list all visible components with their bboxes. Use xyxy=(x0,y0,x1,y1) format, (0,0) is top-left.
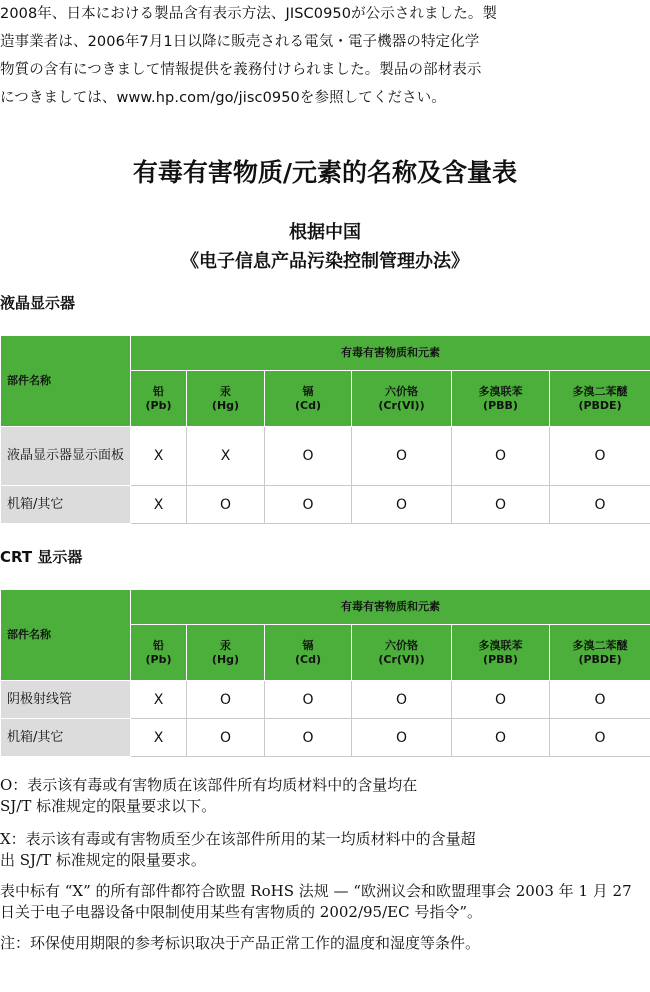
element-header: 铅 (Pb) xyxy=(131,625,187,681)
footnotes xyxy=(0,775,650,954)
part-name-cell: 液晶显示器显示面板 xyxy=(1,427,131,486)
rohs-compliance-note: 表中标有 “X” 的所有部件都符合欧盟 RoHS 法规 — “欧洲议会和欧盟理事会 2003 年 1 月 27 日关于电子电器设备中限制使用某些有害物质的 2002/95/EC 号指令”。 xyxy=(0,882,632,921)
substance-group-header: 有毒有害物质和元素 xyxy=(131,336,650,371)
x-symbol-note: X：表示该有毒或有害物质至少在该部件所用的某一均质材料中的含量超 xyxy=(0,830,476,848)
value-cell: X xyxy=(187,427,265,486)
element-header: 六价铬 (Cr(VI)) xyxy=(352,625,452,681)
o-symbol-note: O：表示该有毒或有害物质在该部件所有均质材料中的含量均在 xyxy=(0,776,418,794)
subtitle-line-2: 《电子信息产品污染控制管理办法》 xyxy=(181,251,469,272)
value-cell: O xyxy=(352,427,452,486)
substance-group-header: 有毒有害物质和元素 xyxy=(131,590,650,625)
element-header: 多溴联苯 (PBB) xyxy=(452,371,550,427)
element-header: 汞 (Hg) xyxy=(187,625,265,681)
element-header: 多溴二苯醚 (PBDE) xyxy=(550,625,650,681)
value-cell: O xyxy=(265,681,352,719)
element-header: 多溴联苯 (PBB) xyxy=(452,625,550,681)
element-header: 镉 (Cd) xyxy=(265,625,352,681)
element-header: 汞 (Hg) xyxy=(187,371,265,427)
intro-paragraph xyxy=(0,0,640,112)
value-cell: O xyxy=(452,681,550,719)
value-cell: X xyxy=(131,486,187,524)
subtitle-line-1: 根据中国 xyxy=(289,222,361,243)
value-cell: O xyxy=(550,681,650,719)
intro-line: につきましては、www.hp.com/go/jisc0950を参照してください。 xyxy=(0,90,446,106)
part-name-cell: 阴极射线管 xyxy=(1,681,131,719)
lcd-section-heading: 液晶显示器 xyxy=(0,294,76,312)
part-name-cell: 机箱/其它 xyxy=(1,719,131,757)
element-header: 多溴二苯醚 (PBDE) xyxy=(550,371,650,427)
crt-substance-table xyxy=(0,589,650,757)
value-cell: O xyxy=(187,486,265,524)
document-subtitle xyxy=(0,218,650,276)
part-name-header: 部件名称 xyxy=(1,336,131,427)
intro-line: 物質の含有につきまして情報提供を義務付けられました。製品の部材表示 xyxy=(0,62,482,78)
value-cell: O xyxy=(550,719,650,757)
table-row xyxy=(1,681,650,719)
table-row xyxy=(1,719,650,757)
x-symbol-note-cont: 出 SJ/T 标准规定的限量要求。 xyxy=(0,851,206,869)
element-header: 六价铬 (Cr(VI)) xyxy=(352,371,452,427)
intro-line: 2008年、日本における製品含有表示方法、JISC0950が公示されました。製 xyxy=(0,6,498,22)
o-symbol-note-cont: SJ/T 标准规定的限量要求以下。 xyxy=(0,797,217,815)
value-cell: O xyxy=(352,719,452,757)
value-cell: O xyxy=(352,681,452,719)
eco-period-note: 注：环保使用期限的参考标识取决于产品正常工作的温度和湿度等条件。 xyxy=(0,934,481,952)
value-cell: O xyxy=(265,427,352,486)
value-cell: O xyxy=(452,427,550,486)
value-cell: O xyxy=(550,486,650,524)
intro-line: 造事業者は、2006年7月1日以降に販売される電気・電子機器の特定化学 xyxy=(0,34,480,50)
value-cell: O xyxy=(452,486,550,524)
document-title: 有毒有害物质/元素的名称及含量表 xyxy=(132,158,518,187)
value-cell: O xyxy=(187,681,265,719)
element-header: 镉 (Cd) xyxy=(265,371,352,427)
value-cell: O xyxy=(187,719,265,757)
element-header: 铅 (Pb) xyxy=(131,371,187,427)
value-cell: O xyxy=(452,719,550,757)
part-name-header: 部件名称 xyxy=(1,590,131,681)
value-cell: X xyxy=(131,681,187,719)
lcd-substance-table xyxy=(0,335,650,524)
part-name-cell: 机箱/其它 xyxy=(1,486,131,524)
table-row xyxy=(1,486,650,524)
value-cell: X xyxy=(131,427,187,486)
table-row xyxy=(1,427,650,486)
value-cell: O xyxy=(265,486,352,524)
value-cell: O xyxy=(550,427,650,486)
crt-section-heading: CRT 显示器 xyxy=(0,548,83,566)
value-cell: X xyxy=(131,719,187,757)
value-cell: O xyxy=(352,486,452,524)
value-cell: O xyxy=(265,719,352,757)
